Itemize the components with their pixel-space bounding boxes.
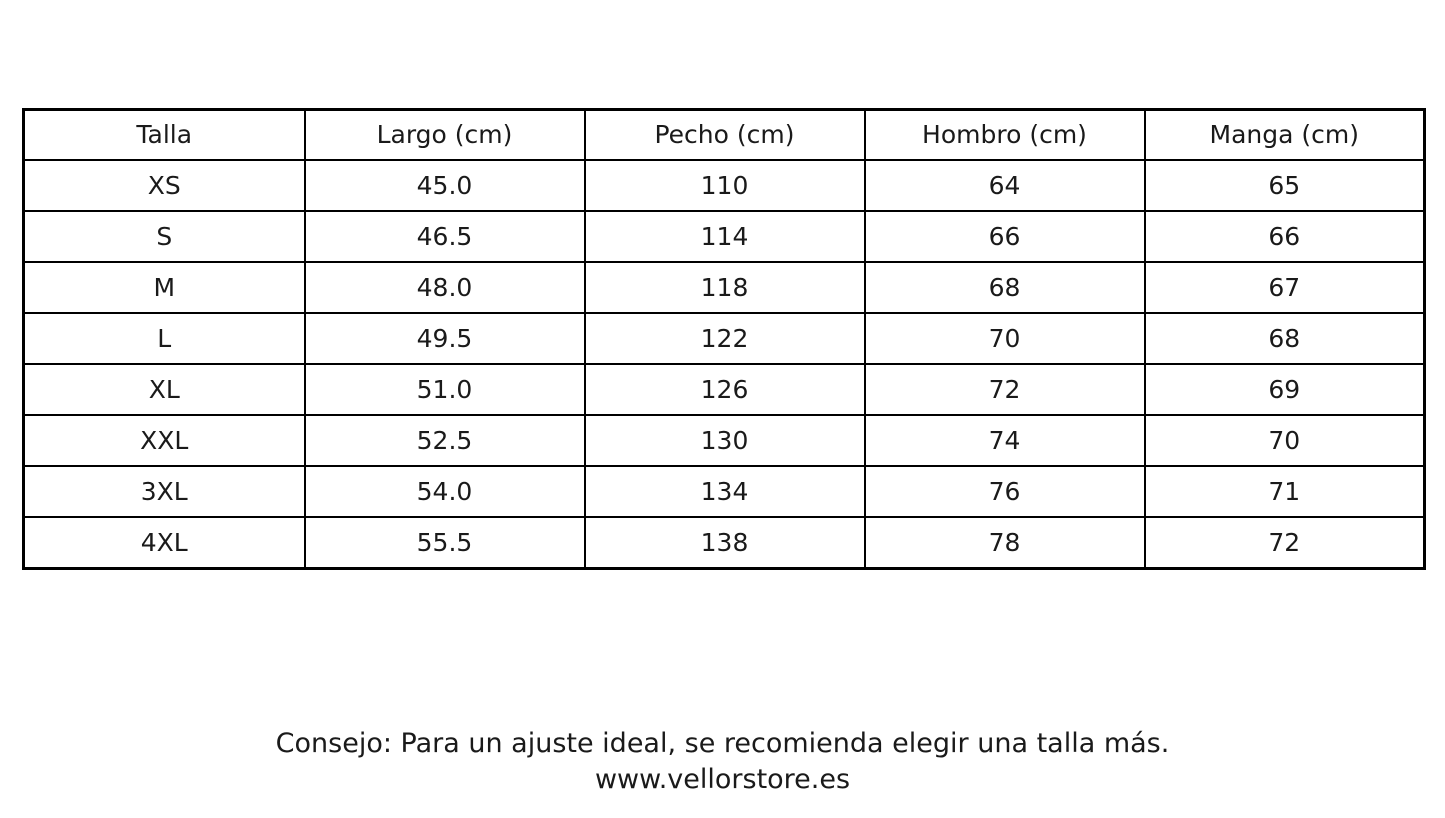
cell-largo: 46.5 xyxy=(305,211,585,262)
table-row xyxy=(24,211,1425,262)
cell-pecho: 130 xyxy=(585,415,865,466)
table-row xyxy=(24,517,1425,569)
cell-largo: 52.5 xyxy=(305,415,585,466)
cell-hombro: 72 xyxy=(865,364,1145,415)
table-row xyxy=(24,262,1425,313)
cell-hombro: 64 xyxy=(865,160,1145,211)
table-row xyxy=(24,466,1425,517)
cell-manga: 70 xyxy=(1145,415,1425,466)
cell-hombro: 68 xyxy=(865,262,1145,313)
cell-largo: 45.0 xyxy=(305,160,585,211)
cell-talla: 3XL xyxy=(24,466,305,517)
cell-manga: 65 xyxy=(1145,160,1425,211)
cell-largo: 51.0 xyxy=(305,364,585,415)
cell-manga: 72 xyxy=(1145,517,1425,569)
table-row xyxy=(24,160,1425,211)
cell-largo: 54.0 xyxy=(305,466,585,517)
table-header-row xyxy=(24,110,1425,161)
size-chart-table-container xyxy=(22,108,1423,570)
column-header-hombro: Hombro (cm) xyxy=(865,110,1145,161)
cell-talla: XXL xyxy=(24,415,305,466)
size-chart-table xyxy=(22,108,1426,570)
column-header-pecho: Pecho (cm) xyxy=(585,110,865,161)
column-header-talla: Talla xyxy=(24,110,305,161)
cell-talla: M xyxy=(24,262,305,313)
cell-hombro: 78 xyxy=(865,517,1145,569)
table-header xyxy=(24,110,1425,161)
cell-hombro: 74 xyxy=(865,415,1145,466)
cell-talla: 4XL xyxy=(24,517,305,569)
cell-largo: 49.5 xyxy=(305,313,585,364)
cell-largo: 48.0 xyxy=(305,262,585,313)
table-row xyxy=(24,313,1425,364)
cell-largo: 55.5 xyxy=(305,517,585,569)
table-row xyxy=(24,364,1425,415)
cell-pecho: 114 xyxy=(585,211,865,262)
cell-pecho: 134 xyxy=(585,466,865,517)
cell-pecho: 126 xyxy=(585,364,865,415)
column-header-largo: Largo (cm) xyxy=(305,110,585,161)
table-row xyxy=(24,415,1425,466)
cell-manga: 71 xyxy=(1145,466,1425,517)
cell-pecho: 118 xyxy=(585,262,865,313)
cell-hombro: 70 xyxy=(865,313,1145,364)
cell-talla: XS xyxy=(24,160,305,211)
column-header-manga: Manga (cm) xyxy=(1145,110,1425,161)
cell-pecho: 122 xyxy=(585,313,865,364)
cell-manga: 67 xyxy=(1145,262,1425,313)
fit-advice-text: Consejo: Para un ajuste ideal, se recomienda elegir una talla más. xyxy=(275,728,1170,759)
cell-manga: 68 xyxy=(1145,313,1425,364)
table-body xyxy=(24,160,1425,569)
cell-hombro: 66 xyxy=(865,211,1145,262)
footer xyxy=(0,726,1445,798)
cell-pecho: 138 xyxy=(585,517,865,569)
cell-hombro: 76 xyxy=(865,466,1145,517)
cell-manga: 66 xyxy=(1145,211,1425,262)
cell-pecho: 110 xyxy=(585,160,865,211)
cell-talla: S xyxy=(24,211,305,262)
store-website-text: www.vellorstore.es xyxy=(594,764,851,795)
cell-manga: 69 xyxy=(1145,364,1425,415)
cell-talla: XL xyxy=(24,364,305,415)
cell-talla: L xyxy=(24,313,305,364)
